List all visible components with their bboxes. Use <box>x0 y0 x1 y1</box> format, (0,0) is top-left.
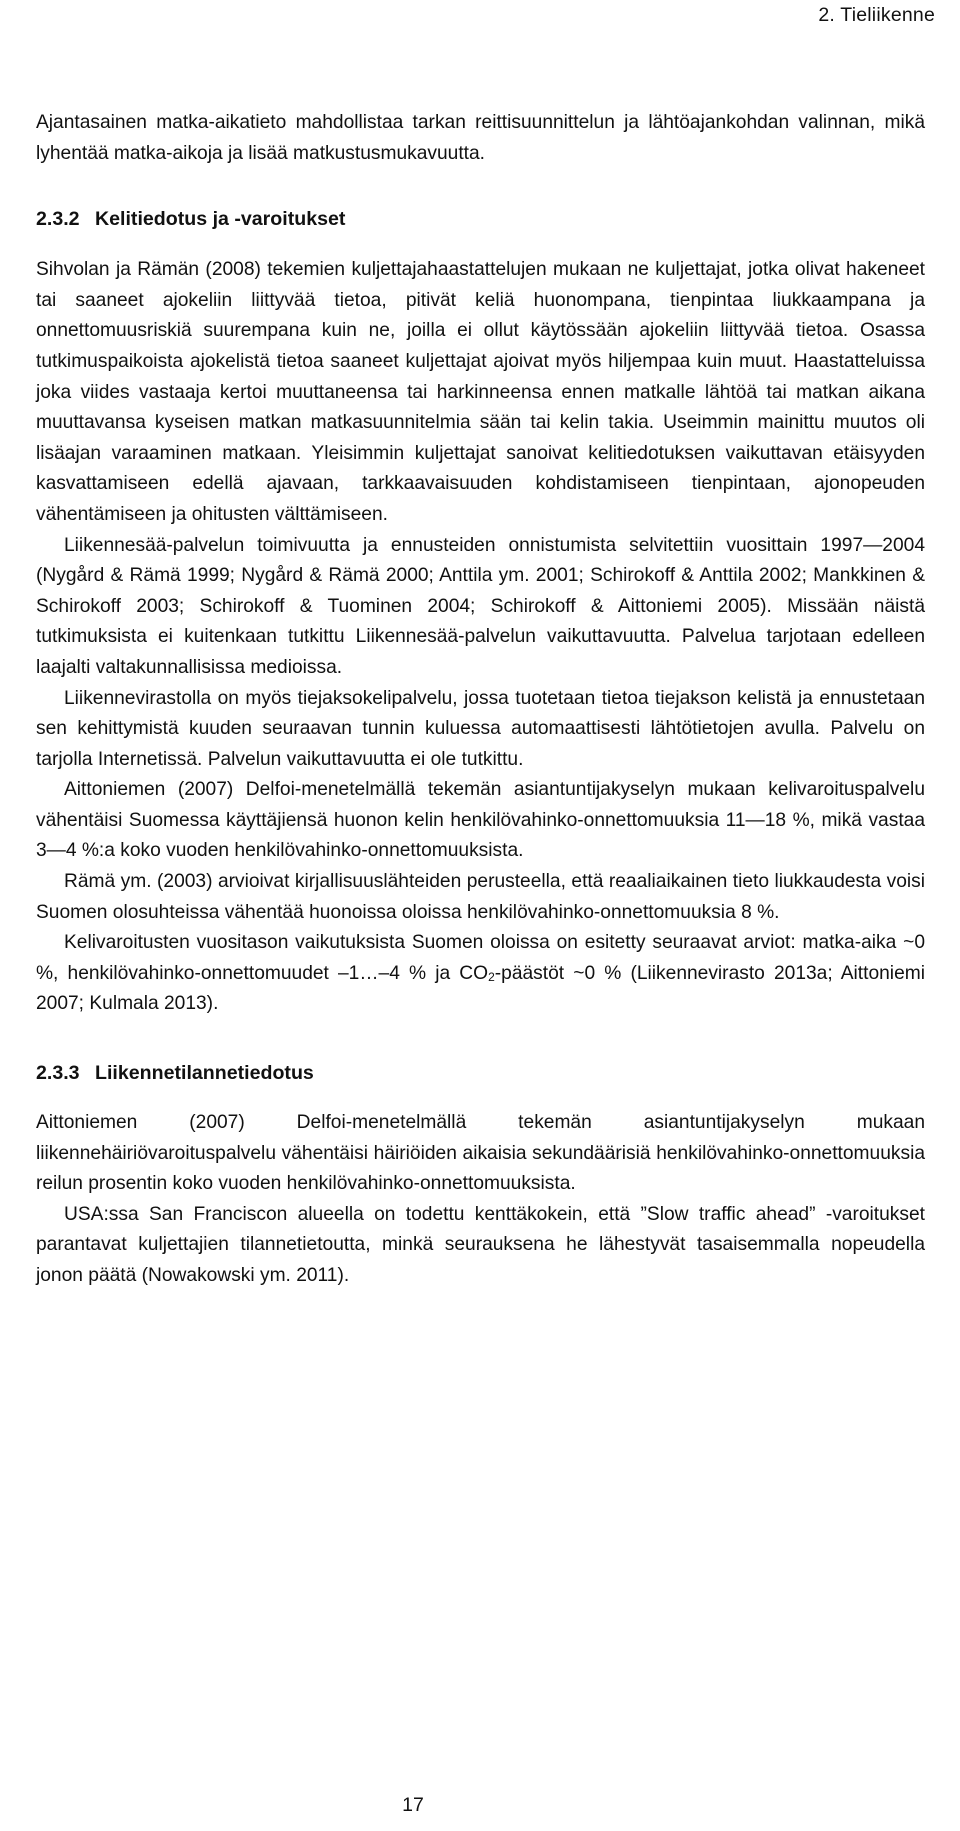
paragraph: Sihvolan ja Rämän (2008) tekemien kuljettajahaastattelujen mukaan ne kuljettajat, jotka olivat hakeneet tai saaneet ajokeliin liittyvää tietoa, pitivät keliä huonompana, tienpintaa liukkaampana ja onnettomuusriskiä suurempana kuin ne, joilla ei ollut käytössään ajokeliin liittyvää tietoa. Osassa tutkimuspaikoista ajokelistä tietoa saaneet kuljettajat ajoivat myös hiljempaa kuin muut. Haastatteluissa joka viides vastaaja kertoi muuttaneensa tai harkinneensa ennen matkalle lähtöä tai matkan aikana muuttavansa kyseisen matkan matkasuunnitelmia sään tai kelin takia. Useimmin mainittu muutos oli lisäajan varaaminen matkaan. Yleisimmin kuljettajat sanoivat kelitiedotuksen vaikuttavan etäisyyden kasvattamiseen edellä ajavaan, tarkkaavaisuuden kohdistamiseen tienpintaan, ajonopeuden vähentämiseen ja ohitusten välttämiseen. <box>36 259 925 525</box>
page-content <box>36 108 925 1292</box>
section-heading-liikennetilannetiedotus <box>36 1058 925 1088</box>
section-heading-kelitiedotus <box>36 204 925 234</box>
section-title: Liikennetilannetiedotus <box>95 1062 314 1085</box>
subscript: 2 <box>488 969 495 984</box>
paragraph: Aittoniemen (2007) Delfoi-menetelmällä tekemän asiantuntijakyselyn mukaan kelivaroituspalvelu vähentäisi Suomessa käyttäjiensä huonon kelin henkilövahinko-onnettomuuksia 11—18 %, mikä vastaa 3—4 %:a koko vuoden henkilövahinko-onnettomuuksista. <box>36 779 925 862</box>
running-header: 2. Tieliikenne <box>818 4 935 26</box>
intro-paragraph: Ajantasainen matka-aikatieto mahdollistaa tarkan reittisuunnittelun ja lähtöajankohdan valinnan, mikä lyhentää matka-aikoja ja lisää matkustusmukavuutta. <box>36 112 925 164</box>
paragraph: Aittoniemen (2007) Delfoi-menetelmällä tekemän asiantuntijakyselyn mukaan liikennehäiriövaroituspalvelu vähentäisi häiriöiden aikaisia sekundäärisiä henkilövahinko-onnettomuuksia reilun prosentin koko vuoden henkilövahinko-onnettomuuksista. <box>36 1112 925 1195</box>
paragraph: Rämä ym. (2003) arvioivat kirjallisuuslähteiden perusteella, että reaaliaikainen tieto liukkaudesta voisi Suomen olosuhteissa vähentää huonoissa oloissa henkilövahinko-onnettomuuksia 8 %. <box>36 871 925 923</box>
section-number: 2.3.3 <box>36 1062 80 1085</box>
paragraph: Liikennevirastolla on myös tiejaksokelipalvelu, jossa tuotetaan tietoa tiejakson kelistä ja ennustetaan sen kehittymistä kuuden seuraavan tunnin kuluessa automaattisesti lähtötietojen avulla. Palvelu on tarjolla Internetissä. Palvelun vaikuttavuutta ei ole tutkittu. <box>36 687 925 770</box>
section-number: 2.3.2 <box>36 208 80 231</box>
page-number: 17 <box>402 1794 424 1816</box>
paragraph: Liikennesää-palvelun toimivuutta ja ennusteiden onnistumista selvitettiin vuosittain 1997—2004 (Nygård & Rämä 1999; Nygård & Rämä 2000; Anttila ym. 2001; Schirokoff & Anttila 2002; Mankkinen & Schirokoff 2003; Schirokoff & Tuominen 2004; Schirokoff & Aittoniemi 2005). Missään näistä tutkimuksista ei kuitenkaan tutkittu Liikennesää-palvelun vaikuttavuutta. Palvelua tarjotaan edelleen laajalti valtakunnallisissa medioissa. <box>36 534 925 678</box>
section-title: Kelitiedotus ja -varoitukset <box>95 208 346 231</box>
text-run: -päästöt ~0 % (Liikennevirasto 2013a; Aittoniemi 2007; Kulmala 2013). <box>36 962 925 1015</box>
paragraph-effects-estimate <box>36 928 925 1020</box>
text-run: Kelivaroitusten vuositason vaikutuksista Suomen oloissa on esitetty seuraavat arviot: matka-aika ~0 %, henkilövahinko-onnettomuudet –1…–4 % ja CO <box>36 932 925 984</box>
paragraph: USA:ssa San Franciscon alueella on todettu kenttäkokein, että ”Slow traffic ahead” -varoitukset parantavat kuljettajien tilannetietoutta, minkä seurauksena he lähestyvät tasaisemmalla nopeudella jonon päätä (Nowakowski ym. 2011). <box>36 1203 925 1286</box>
